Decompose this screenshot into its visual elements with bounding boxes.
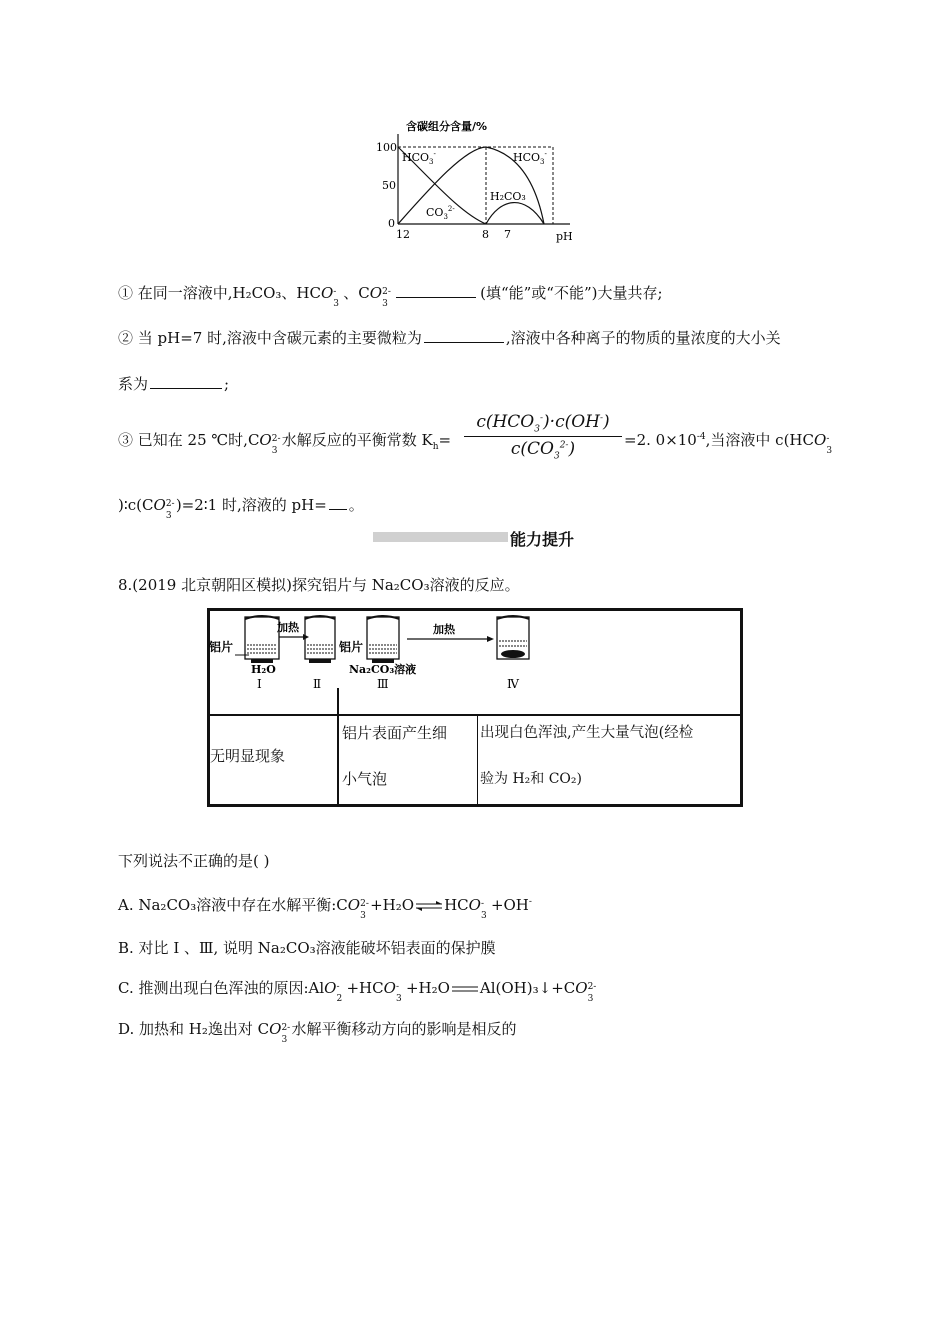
heat-arrow-1-head — [303, 634, 309, 640]
equilibrium-constant-fraction — [464, 412, 622, 463]
label-roman-2: Ⅱ — [313, 677, 322, 691]
heat-arrow-2-head — [487, 636, 494, 642]
question-2-line-2: 系为 ; — [118, 375, 230, 393]
label-hco3-left: $HCO_3^-$ — [402, 150, 436, 166]
table-cell-3-line-1: 出现白色浑浊,产生大量气泡(经检 — [480, 725, 694, 741]
fraction-denominator: $c(CO_3^{2-})$ — [510, 439, 576, 462]
xtick-7: 7 — [504, 228, 511, 241]
experiment-diagram — [207, 611, 587, 691]
label-water: H₂O — [251, 663, 276, 676]
question-3-line-2: )∶c(CO 2- 3 )=2∶1 时,溶液的 pH= 。 — [118, 496, 364, 521]
ytick-0: 0 — [388, 217, 395, 230]
beaker-1-icon — [245, 616, 279, 663]
label-hco3-right: $HCO_3^-$ — [513, 150, 547, 166]
section-title: 能力提升 — [510, 530, 575, 549]
label-co3: $CO_3^{2-}$ — [426, 205, 455, 221]
ytick-50: 50 — [382, 179, 396, 192]
label-heat-2: 加热 — [433, 623, 455, 636]
option-c[interactable]: C. 推测出现白色浑浊的原因:AlO - 2 +HCO - 3 +H₂O Al(OH)₃↓+CO 2- 3 — [118, 979, 597, 1004]
option-b[interactable]: B. 对比 Ⅰ 、Ⅲ, 说明 Na₂CO₃溶液能破坏铝表面的保护膜 — [118, 939, 496, 957]
table-cell-2-line-2: 小气泡 — [342, 770, 388, 788]
label-heat-1: 加热 — [277, 621, 299, 634]
curve-h2co3 — [486, 203, 544, 224]
label-lv-left: 铝片 — [209, 640, 234, 654]
beaker-2-icon — [305, 616, 335, 663]
label-roman-1: Ⅰ — [257, 677, 262, 691]
equilibrium-arrow-icon — [414, 900, 444, 912]
option-a[interactable]: A. Na₂CO₃溶液中存在水解平衡:CO 2- 3 +H₂O HCO - 3 +OH- — [118, 896, 532, 921]
chart-ylabel: 含碳组分含量/% — [406, 120, 488, 133]
table-col-divider-1 — [337, 688, 339, 807]
table-col-divider-2 — [477, 714, 478, 807]
table-cell-3-line-2: 验为 H₂和 CO₂) — [480, 771, 582, 787]
question-3-line-1: ③ 已知在 25 ℃时,CO 2- 3 水解反应的平衡常数 $K_h=$ — [118, 431, 452, 456]
answer-blank-3[interactable] — [150, 374, 222, 389]
x-unit: pH — [556, 230, 573, 243]
question-1: ① 在同一溶液中,H₂CO₃、HCO - 3 、CO 2- 3 (填“能”或“不能”)大量共存; — [118, 284, 663, 309]
question-8-stem: 8.(2019 北京朝阳区模拟)探究铝片与 Na₂CO₃溶液的反应。 — [118, 576, 520, 594]
table-col-divider-left-stub — [209, 688, 210, 714]
answer-blank-1[interactable] — [396, 283, 476, 298]
beaker-4-icon — [497, 616, 529, 659]
table-cell-2-line-1: 铝片表面产生细 — [342, 724, 448, 742]
ytick-100: 100 — [376, 141, 397, 154]
question-3-line-1-tail: =2. $0\times 10^{-4}$,当溶液中 c(HCO - 3 — [624, 431, 833, 456]
equals-arrow-icon — [450, 984, 480, 994]
table-row-divider — [207, 714, 743, 716]
label-lv-mid: 铝片 — [339, 640, 364, 654]
table-cell-1: 无明显现象 — [210, 747, 286, 765]
option-d[interactable]: D. 加热和 H₂逸出对 CO 2- 3 水解平衡移动方向的影响是相反的 — [118, 1020, 517, 1045]
question-2-line-1: ② 当 pH=7 时,溶液中含碳元素的主要微粒为 ,溶液中各种离子的物质的量浓度的大小关 — [118, 329, 781, 347]
beaker-3-icon — [367, 616, 399, 663]
xtick-8: 8 — [482, 228, 489, 241]
fraction-numerator: $c(HCO_3^-)\cdot c(OH^-)$ — [476, 412, 610, 435]
label-roman-4: Ⅳ — [507, 677, 519, 691]
carbon-species-chart — [370, 118, 590, 248]
section-bar — [373, 532, 508, 542]
question-8-prompt: 下列说法不正确的是( ) — [118, 852, 270, 870]
label-roman-3: Ⅲ — [377, 677, 389, 691]
label-na2co3: Na₂CO₃溶液 — [349, 663, 417, 676]
answer-blank-4[interactable] — [329, 495, 347, 510]
answer-blank-2[interactable] — [424, 328, 504, 343]
xtick-12: 12 — [396, 228, 410, 241]
label-h2co3: H₂CO₃ — [490, 190, 526, 203]
